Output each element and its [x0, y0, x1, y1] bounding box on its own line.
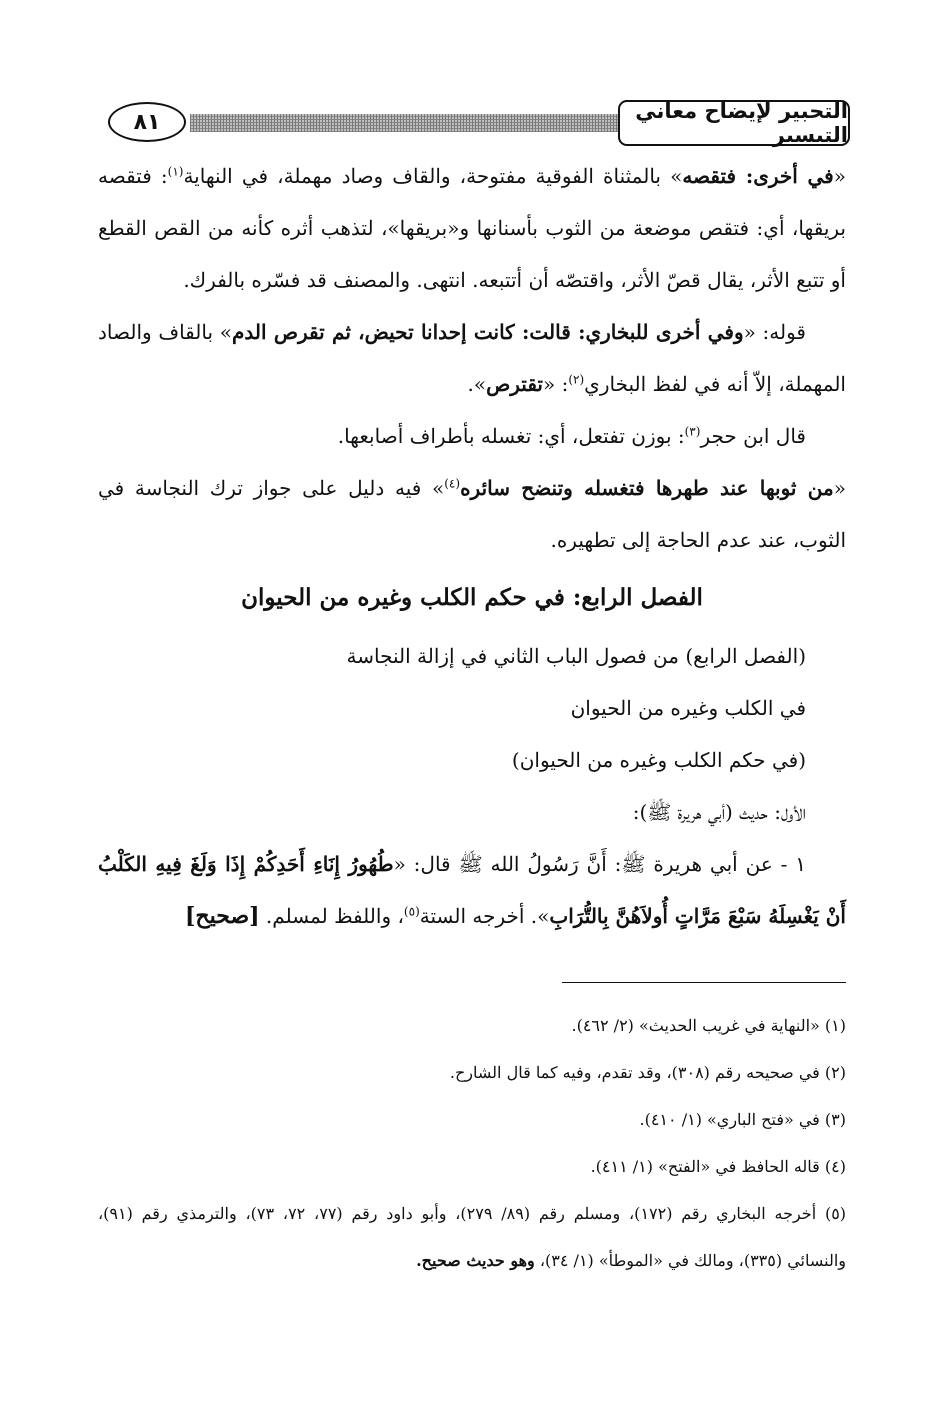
text: ». أخرجه الستة [419, 904, 550, 928]
text: » بالمثناة الفوقية مفتوحة، والقاف وصاد مهملة، في النهاية [183, 164, 683, 188]
text: ». [467, 372, 487, 396]
header-pattern-band [190, 114, 620, 132]
footnote-3: (٣) في «فتح الباري» (١/ ٤١٠). [639, 1110, 846, 1129]
page-number: ٨١ [108, 102, 186, 142]
footnote-separator [562, 982, 846, 983]
hadith-text: طُهُورُ إِنَاءِ أَحَدِكُمْ إِذَا وَلَغَ فِيهِ الكَلْبُ أَنْ يَغْسِلَهُ سَبْعَ مَرَّاتٍ أُولاَهُنَّ بِالتُّرَابِ [98, 852, 846, 928]
text: : « [543, 372, 569, 396]
section-heading: الفصل الرابع: في حكم الكلب وغيره من الحيوان [241, 584, 703, 611]
text-bold: وهو حديث صحيح. [416, 1251, 535, 1270]
text: « [833, 476, 846, 500]
paragraph-1 [98, 150, 846, 306]
text: : بوزن تفتعل، أي: تغسله بأطراف أصابعها. [337, 424, 685, 448]
footnote-ref: (٣) [684, 424, 701, 439]
paragraph-2 [98, 306, 846, 410]
hadith-grade: [صحيح] [185, 903, 260, 929]
text: » فيه دليل على جواز ترك النجاسة في الثوب، عند عدم الحاجة إلى تطهيره. [98, 476, 846, 552]
chapter-line-1: (الفصل الرابع) من فصول الباب الثاني في إزالة النجاسة [346, 644, 806, 668]
footnote-1: (١) «النهاية في غريب الحديث» (٢/ ٤٦٢). [571, 1016, 846, 1035]
hadith-paragraph [98, 838, 846, 942]
quote-bold: تقترص [486, 372, 543, 396]
text: ، واللفظ لمسلم. [259, 904, 404, 928]
text: قال ابن حجر [700, 424, 806, 448]
footnotes [98, 1002, 846, 1284]
text: قوله: « [743, 320, 806, 344]
page-header [98, 96, 850, 152]
quote-bold: وفي أخرى للبخاري: قالت: كانت إحدانا تحيض، ثم تقرص الدم [231, 320, 744, 344]
footnote-5 [98, 1190, 846, 1284]
text: : فتقصه بريقها، أي: فتقص موضعة من الثوب بأسنانها و«بريقها»، لتذهب أثره كأنه من القص القطع أو تتبع الأثر، يقال قصّ الأثر، واقتصّه أن أتتبعه. انتهى. والمصنف قد فسّره بالفرك. [98, 164, 846, 292]
paragraph-3 [98, 410, 846, 462]
chapter-line-2: في الكلب وغيره من الحيوان [570, 696, 806, 720]
text: ١ - عن أبي هريرة ﷺ: أَنَّ رَسُولُ الله ﷺ قال: « [393, 852, 807, 876]
chapter-line-4: الأول: حديث (أبي هريرة ﷺ): [632, 800, 806, 824]
footnote-ref: (٤) [444, 476, 461, 491]
paragraph-4 [98, 462, 846, 566]
footnote-2: (٢) في صحيحه رقم (٣٠٨)، وقد تقدم، وفيه كما قال الشارح. [449, 1063, 846, 1082]
footnote-4: (٤) قاله الحافظ في «الفتح» (١/ ٤١١). [590, 1157, 846, 1176]
main-text [98, 150, 846, 942]
footnote-ref: (١) [167, 164, 184, 179]
text: « [833, 164, 846, 188]
footnote-ref: (٥) [403, 904, 420, 919]
quote-bold: في أخرى: فتقصه [682, 164, 834, 188]
chapter-line-3: (في حكم الكلب وغيره من الحيوان) [511, 748, 806, 772]
book-title: التحبير لإيضاح معاني التيسير [618, 100, 850, 146]
footnote-ref: (٢) [568, 372, 585, 387]
text: (٥) أخرجه البخاري رقم (١٧٢)، ومسلم رقم (٨٩/ ٢٧٩)، وأبو داود رقم (٧٧، ٧٢، ٧٣)، والترمذي رقم (٩١)، والنسائي (٣٣٥)، ومالك في «الموطأ» (١/ ٣٤)، [98, 1204, 847, 1270]
text: » بالقاف والصاد المهملة، إلاّ أنه في لفظ البخاري [98, 320, 846, 396]
quote-bold: من ثوبها عند طهرها فتغسله وتنضح سائره [460, 476, 834, 500]
